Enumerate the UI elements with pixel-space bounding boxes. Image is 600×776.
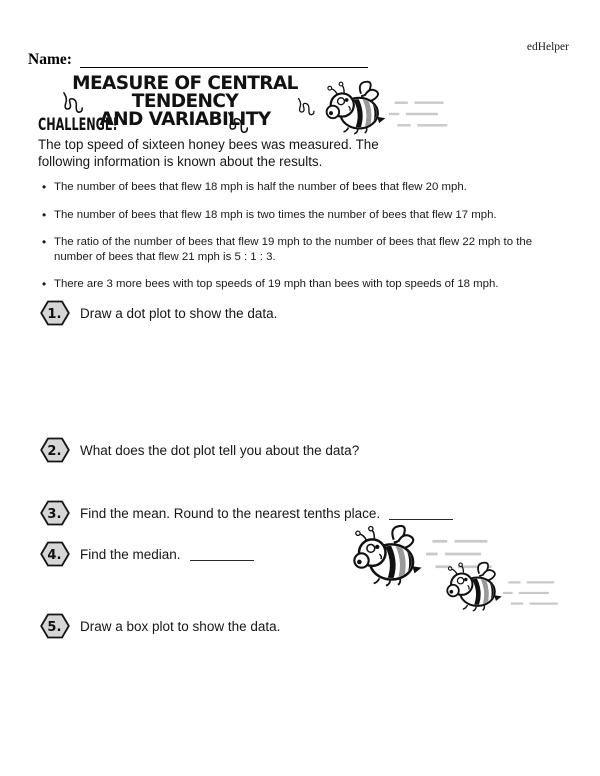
question-number-badge xyxy=(40,500,70,526)
question-number-badge xyxy=(40,300,70,326)
clue-text: The ratio of the number of bees that flew 19 mph to the number of bees that flew 22 mph to the number of bees that flew 21 mph is 5 : 1 : 3. xyxy=(54,236,533,263)
list-item xyxy=(42,208,560,223)
honey-drip-icon xyxy=(62,92,86,114)
clue-text: The number of bees that flew 18 mph is half the number of bees that flew 20 mph. xyxy=(54,181,467,193)
question-text: Draw a dot plot to show the data. xyxy=(80,305,278,321)
answer-blank-line xyxy=(389,507,453,520)
question-4 xyxy=(40,541,254,567)
question-2 xyxy=(40,437,359,463)
question-number-badge xyxy=(40,541,70,567)
name-fill-in-line xyxy=(80,67,368,68)
question-number: 4. xyxy=(47,547,62,563)
question-1 xyxy=(40,300,277,326)
question-3 xyxy=(40,500,453,526)
question-text: Draw a box plot to show the data. xyxy=(80,618,281,634)
question-number-badge xyxy=(40,437,70,463)
question-number: 1. xyxy=(47,306,62,322)
question-5 xyxy=(40,613,280,639)
question-text: What does the dot plot tell you about the data? xyxy=(80,442,360,458)
bullet-icon: • xyxy=(42,277,47,291)
speed-lines-icon xyxy=(388,98,454,130)
list-item xyxy=(42,235,560,264)
edhelper-logo: edHelper xyxy=(526,41,569,53)
challenge-intro-text: The top speed of sixteen honey bees was measured. The following information is known about the results. xyxy=(38,137,379,169)
bee-cartoon-icon xyxy=(323,80,389,135)
list-item xyxy=(42,180,560,195)
name-row xyxy=(28,51,368,69)
answer-blank-line xyxy=(190,548,254,561)
question-text: Find the median. xyxy=(80,546,181,562)
title-line-2: AND VARIABILITY xyxy=(99,109,271,130)
speed-lines-icon xyxy=(502,578,564,608)
name-label: Name: xyxy=(28,51,72,68)
list-item xyxy=(42,277,560,292)
question-number: 2. xyxy=(47,443,62,459)
bee-cartoon-icon xyxy=(350,524,426,587)
bullet-icon: • xyxy=(42,180,47,194)
honey-drip-icon xyxy=(227,111,251,135)
question-number-badge xyxy=(40,613,70,639)
bee-cartoon-icon xyxy=(444,561,505,612)
clue-list xyxy=(42,180,560,305)
bullet-icon: • xyxy=(42,207,47,222)
question-text: Find the mean. Round to the nearest tenths place. xyxy=(80,505,381,521)
bullet-icon: • xyxy=(42,235,47,249)
question-number: 5. xyxy=(47,619,62,635)
clue-text: There are 3 more bees with top speeds of 19 mph than bees with top speeds of 18 mph. xyxy=(54,278,499,290)
honey-drip-icon xyxy=(297,95,317,119)
challenge-heading: CHALLENGE! xyxy=(38,115,118,134)
question-number: 3. xyxy=(47,506,62,522)
clue-text: The number of bees that flew 18 mph is two times the number of bees that flew 17 mph. xyxy=(54,208,497,221)
title-line-1: MEASURE OF CENTRAL TENDENCY xyxy=(72,73,298,112)
